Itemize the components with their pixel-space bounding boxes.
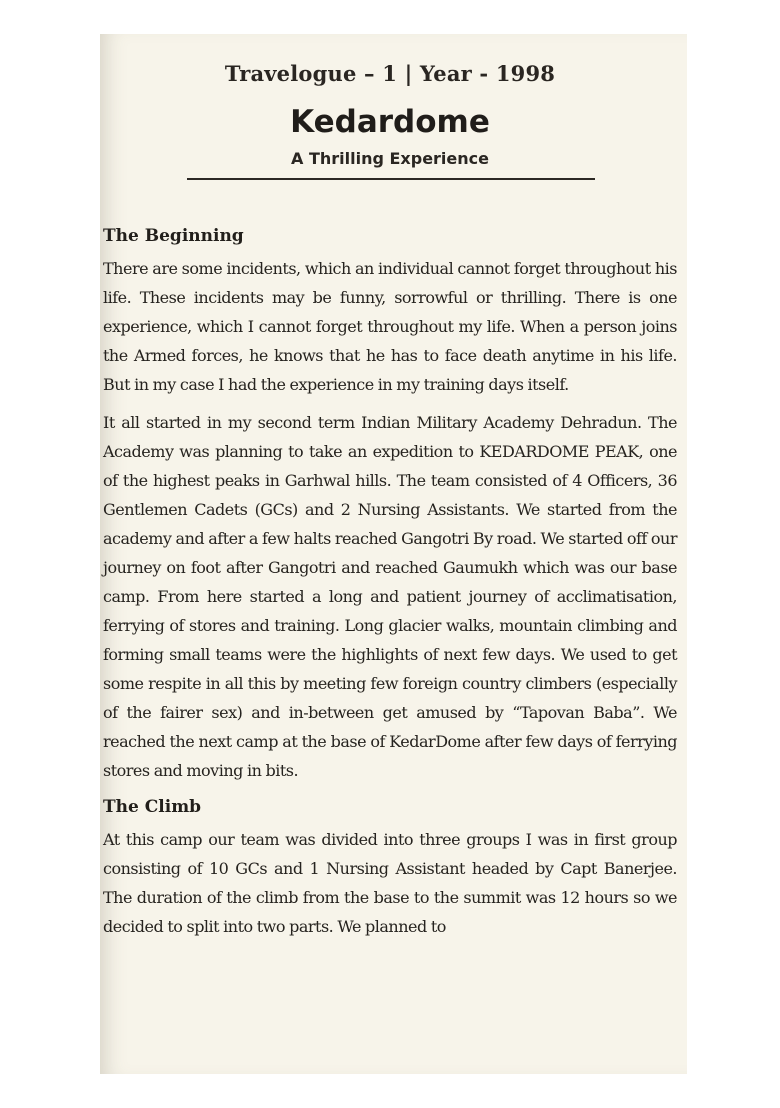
title-underline [187,178,595,180]
series-header: Travelogue – 1 | Year - 1998 [224,61,556,86]
chapter-title: Kedardome [290,104,490,140]
paragraph-beginning-2: It all started in my second term Indian Military Academy Dehradun. The Academy was planning to take an expedition to KEDARDOME PEAK, one of the highest peaks in Garhwal hills. The team consisted of 4 Officers, 36 Gentlemen Cadets (GCs) and 2 Nursing Assistants. We started from the academy and after a few halts reached Gangotri By road. We started off our journey on foot after Gangotri and reached Gaumukh which was our base camp. From here started a long and patient journey of acclimatisation, ferrying of stores and training. Long glacier walks, mountain climbing and forming small teams were the highlights of next few days. We used to get some respite in all this by meeting few foreign country climbers (especially of the fairer sex) and in-between get amused by “Tapovan Baba”. We reached the next camp at the base of KedarDome after few days of ferrying stores and moving in bits. [103,413,677,780]
book-page [100,34,687,1074]
section-heading-climb: The Climb [103,797,202,817]
section-heading-beginning: The Beginning [103,226,244,246]
paragraph-beginning-1: There are some incidents, which an individual cannot forget throughout his life. These incidents may be funny, sorrowful or thrilling. There is one experience, which I cannot forget throughout my life. When a person joins the Armed forces, he knows that he has to face death anytime in his life. But in my case I had the experience in my training days itself. [103,259,677,394]
chapter-subtitle: A Thrilling Experience [290,149,489,168]
page-content [103,34,677,941]
paragraph-climb-1: At this camp our team was divided into three groups I was in first group consisting of 10 GCs and 1 Nursing Assistant headed by Capt Banerjee. The duration of the climb from the base to the summit was 12 hours so we decided to split into two parts. We planned to [103,830,677,936]
